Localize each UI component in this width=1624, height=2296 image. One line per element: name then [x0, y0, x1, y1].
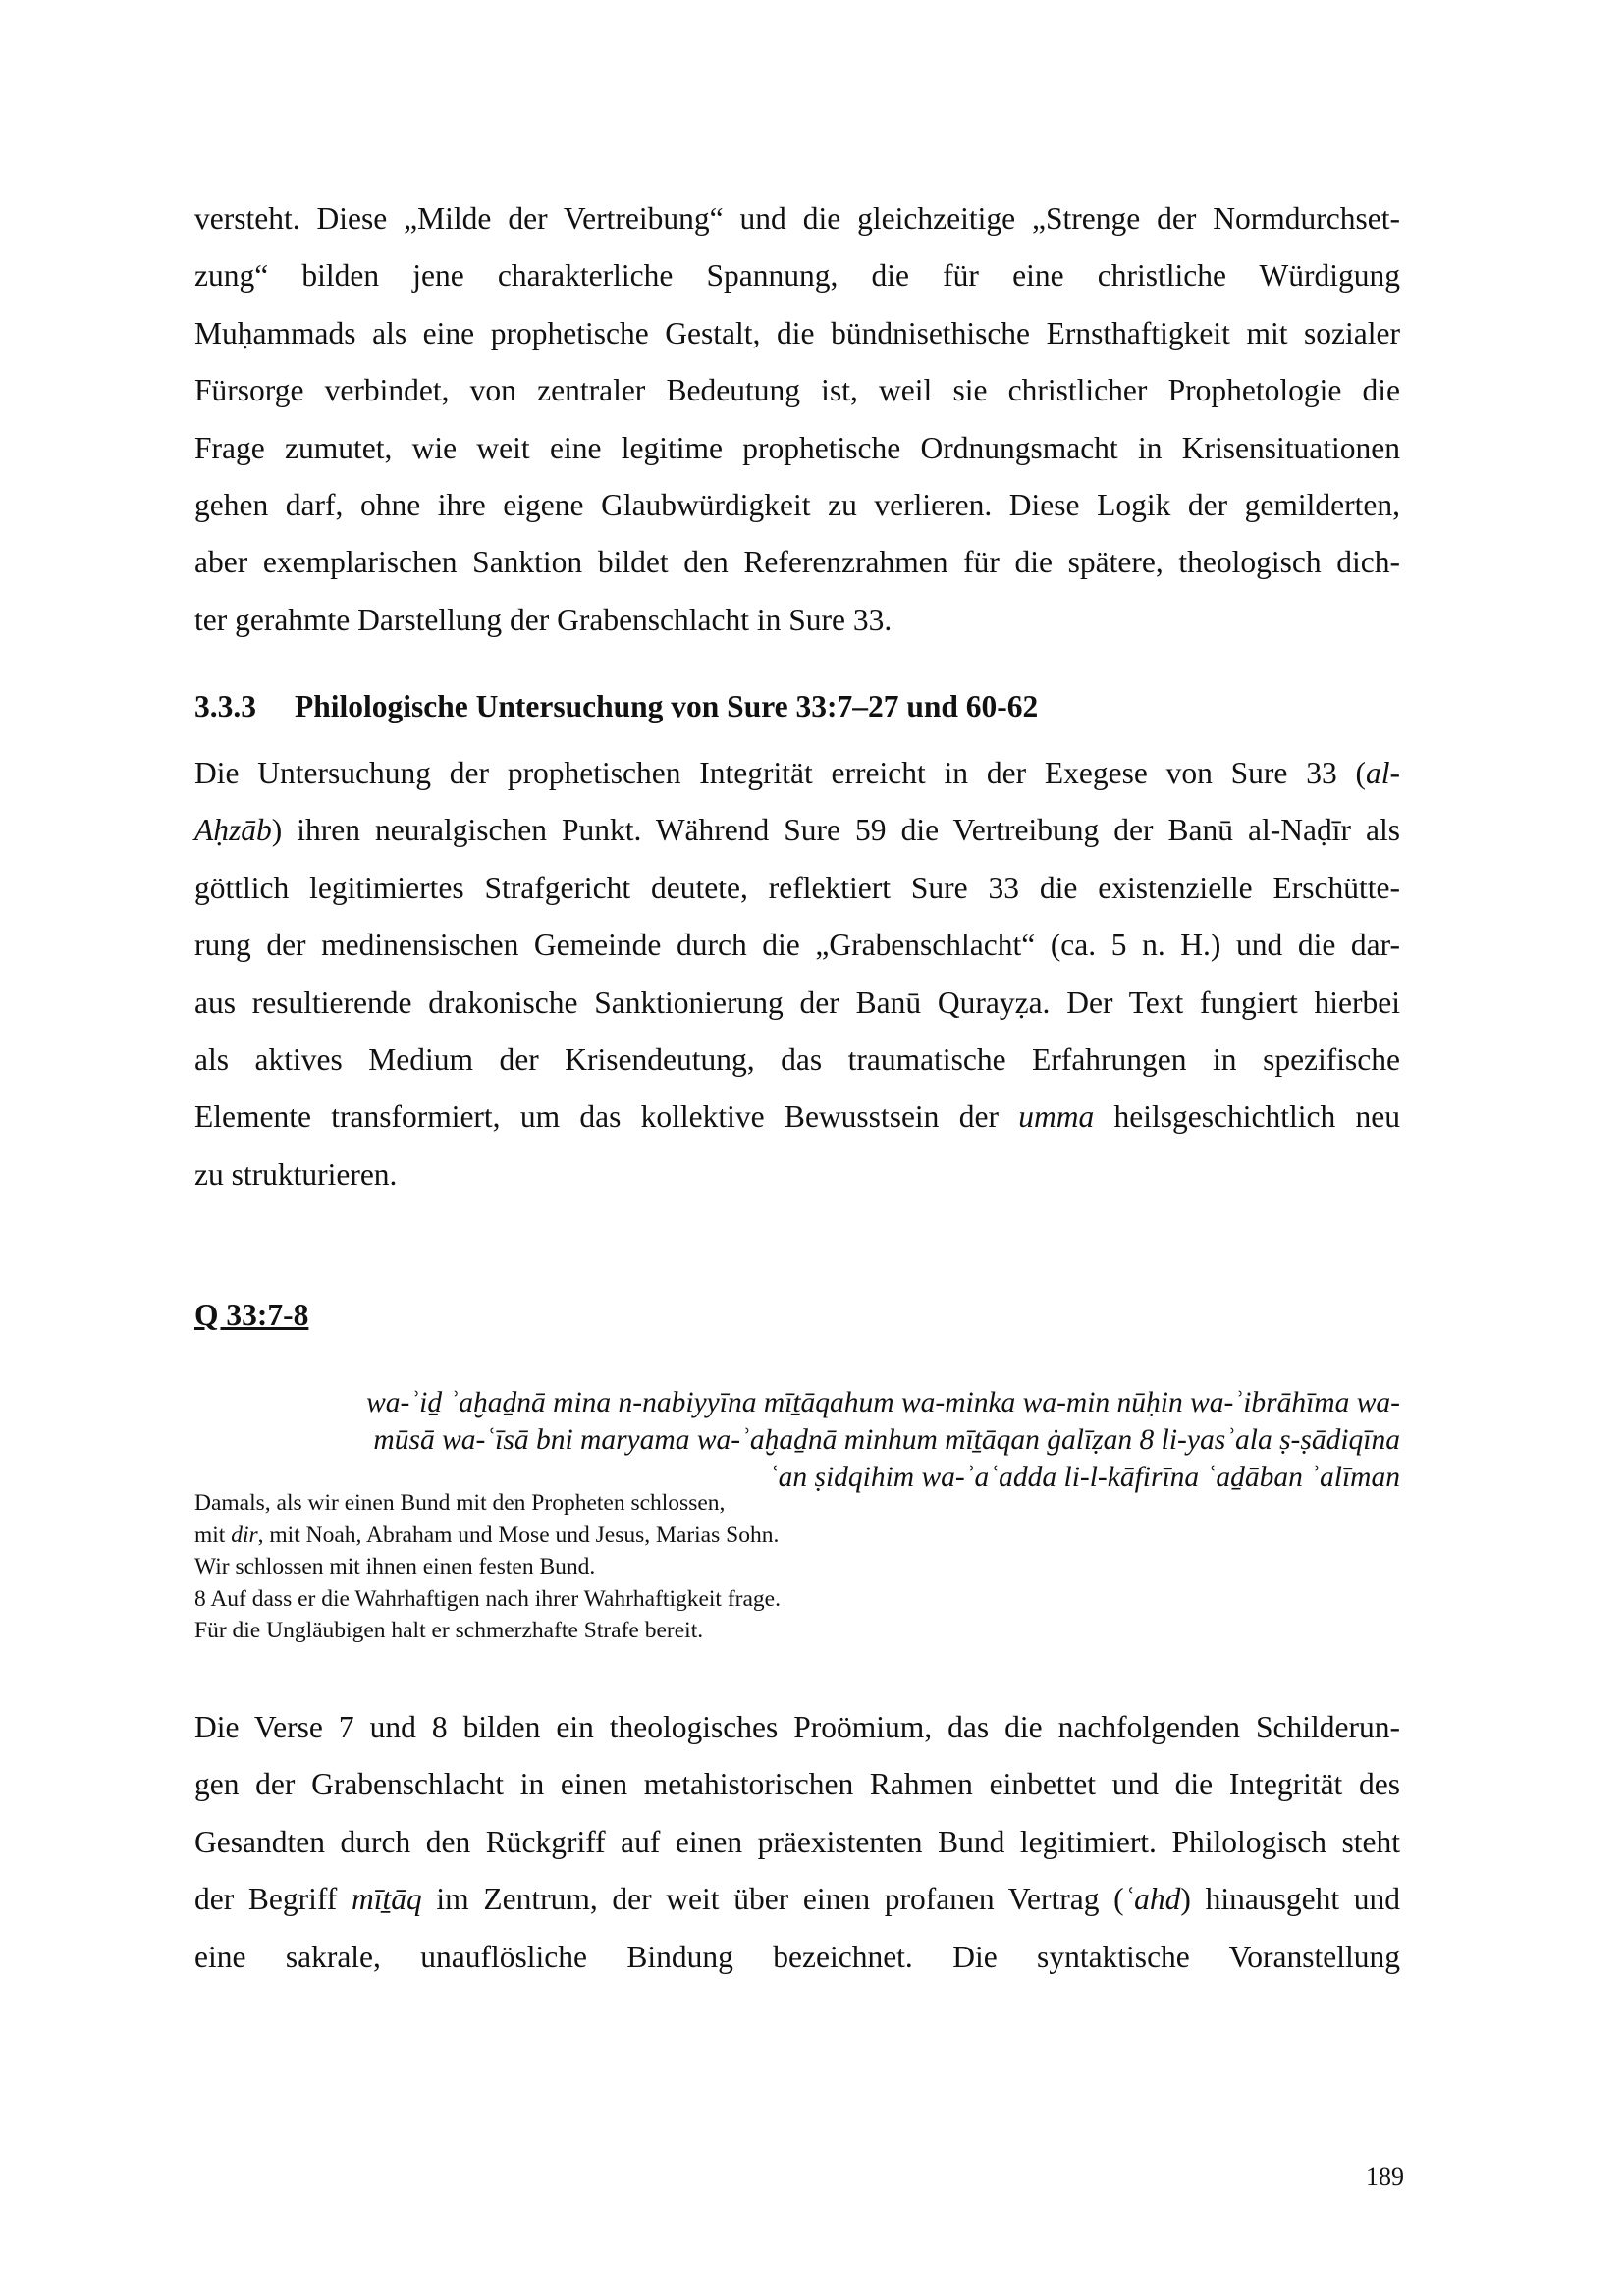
section-number: 3.3.3 — [194, 689, 256, 723]
translation-line: Damals, als wir einen Bund mit den Propheten schlossen, — [194, 1490, 726, 1516]
quran-reference: Q 33:7-8 — [194, 1298, 309, 1332]
translation-line: Für die Ungläubigen halt er schmerzhafte Strafe bereit. — [194, 1618, 704, 1643]
analysis-paragraph — [194, 1699, 1400, 1986]
text-line: als aktives Medium der Krisendeutung, das traumatische Erfahrungen in spezifische — [194, 1042, 1400, 1078]
emphasis: al- — [1366, 756, 1400, 790]
emphasis: umma — [1018, 1099, 1095, 1135]
text-line: Die Untersuchung der prophetischen Integrität erreicht in der Exegese von Sure 33 (al- — [194, 756, 1400, 790]
emphasis: mīṯāq — [351, 1882, 422, 1917]
text-line: zung“ bilden jene charakterliche Spannung, die für eine christliche Würdigung — [194, 258, 1400, 294]
text-line: aber exemplarischen Sanktion bildet den Referenzrahmen für die spätere, theologisch dich- — [194, 545, 1400, 580]
text-line: Muḥammads als eine prophetische Gestalt, die bündnisethische Ernsthaftigkeit mit sozialer — [194, 315, 1400, 350]
text-line: eine sakrale, unauflösliche Bindung bezeichnet. Die syntaktische Voranstellung — [194, 1939, 1400, 1974]
transliteration-block — [194, 1384, 1400, 1496]
text-line: Die Verse 7 und 8 bilden ein theologisches Proömium, das die nachfolgenden Schilderun- — [194, 1710, 1400, 1744]
text-line: Gesandten durch den Rückgriff auf einen präexistenten Bund legitimiert. Philologisch steht — [194, 1824, 1400, 1859]
translation-line: 8 Auf dass er die Wahrhaftigen nach ihrer Wahrhaftigkeit frage. — [194, 1585, 781, 1612]
section-title: Philologische Untersuchung von Sure 33:7–27 und 60-62 — [295, 689, 1039, 723]
translation-line: Wir schlossen mit ihnen einen festen Bund. — [194, 1554, 596, 1579]
transliteration-line: mūsā wa-ʿīsā bni maryama wa-ʾaḫaḏnā minhum mīṯāqan ġalīẓan 8 li-yasʾala ṣ-ṣādiqīna — [373, 1424, 1400, 1456]
text-line: gehen darf, ohne ihre eigene Glaubwürdigkeit zu verlieren. Diese Logik der gemilderten, — [194, 488, 1400, 523]
text-line: Elemente transformiert, um das kollektive Bewusstsein der umma heilsgeschichtlich neu — [194, 1099, 1401, 1135]
emphasis: dir — [231, 1522, 258, 1548]
text-line: Frage zumutet, wie weit eine legitime prophetische Ordnungsmacht in Krisensituationen — [194, 430, 1400, 465]
text-line: ter gerahmte Darstellung der Grabenschlacht in Sure 33. — [194, 602, 893, 637]
text-line: zu strukturieren. — [194, 1156, 398, 1192]
paragraph-continuation — [194, 190, 1400, 649]
text-line: gen der Grabenschlacht in einen metahistorischen Rahmen einbettet und die Integrität des — [194, 1767, 1400, 1802]
emphasis: Aḥzāb — [194, 813, 272, 848]
text-line: Aḥzāb) ihren neuralgischen Punkt. Während Sure 59 die Vertreibung der Banū al-Naḍīr als — [194, 813, 1400, 848]
text-line: der Begriff mīṯāq im Zentrum, der weit über einen profanen Vertrag (ʿahd) hinausgeht und — [194, 1882, 1400, 1917]
text-line: Fürsorge verbindet, von zentraler Bedeutung ist, weil sie christlicher Prophetologie die — [194, 373, 1400, 408]
text-line: aus resultierende drakonische Sanktionierung der Banū Qurayẓa. Der Text fungiert hierbei — [194, 985, 1400, 1020]
translation-line: mit dir, mit Noah, Abraham und Mose und Jesus, Marias Sohn. — [194, 1522, 780, 1548]
intro-paragraph — [194, 745, 1400, 1203]
transliteration-line: wa-ʾiḏ ʾaḫaḏnā mina n-nabiyyīna mīṯāqahum wa-minka wa-min nūḥin wa-ʾibrāhīma wa- — [366, 1387, 1400, 1418]
translation-block — [194, 1487, 1400, 1647]
transliteration-line: ʿan ṣidqihim wa-ʾaʿadda li-l-kāfirīna ʿaḏāban ʾalīman — [768, 1462, 1400, 1493]
text-line: versteht. Diese „Milde der Vertreibung“ und die gleichzeitige „Strenge der Normdurchset- — [194, 201, 1400, 236]
text-line: göttlich legitimiertes Strafgericht deutete, reflektiert Sure 33 die existenzielle Erschütte- — [194, 870, 1400, 905]
emphasis: ʿahd — [1123, 1882, 1181, 1917]
page-number: 189 — [1366, 2163, 1404, 2191]
text-line: rung der medinensischen Gemeinde durch die „Grabenschlacht“ (ca. 5 n. H.) und die dar- — [194, 928, 1400, 963]
section-heading — [194, 689, 1038, 724]
